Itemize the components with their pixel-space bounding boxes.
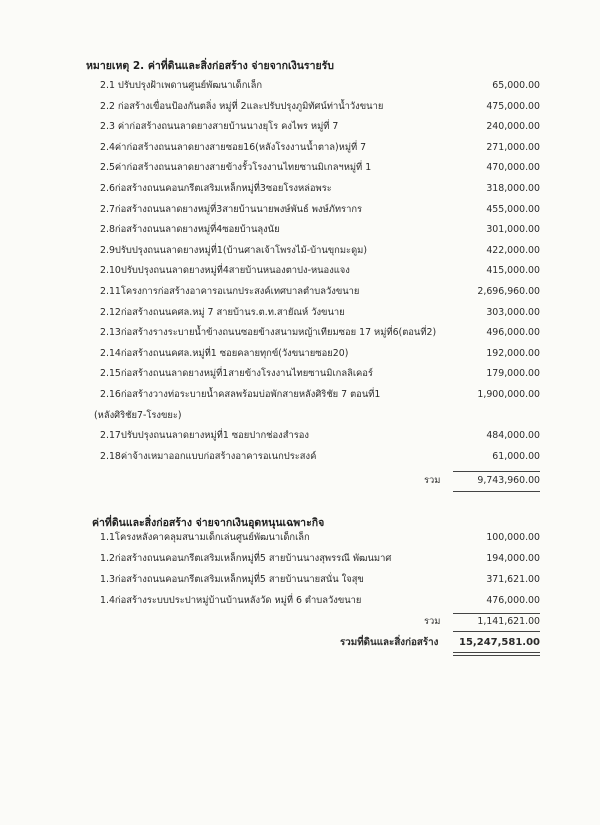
section1-item-row	[0, 140, 600, 156]
section1-item-amount: 455,000.00	[486, 203, 540, 215]
grand-total-underline-2	[453, 655, 540, 656]
section1-item-row	[0, 366, 600, 382]
section1-item-label: 2.3 ค่าก่อสร้างถนนลาดยางสายบ้านนางยุโร คงไพร หมู่ที่ 7	[100, 121, 339, 133]
section1-item-label: 2.14ก่อสร้างถนนคศล.หมู่ที่1 ซอยคลายทุกข์(วังขนายซอย20)	[100, 347, 349, 359]
section1-item-label: (หลังศิริชัย7-โรงขยะ)	[94, 409, 182, 421]
section1-item-amount: 475,000.00	[486, 100, 540, 112]
section1-total-rule	[453, 471, 540, 472]
section1-item-amount: 2,696,960.00	[477, 286, 540, 297]
grand-total-label: รวมที่ดินและสิ่งก่อสร้าง	[340, 637, 439, 648]
section1-item-row	[0, 160, 600, 176]
section1-item-amount: 1,900,000.00	[477, 389, 540, 400]
section2-total-underline	[453, 631, 540, 632]
section1-item-label: 2.17ปรับปรุงถนนลาดยางหมู่ที่1 ซอยปากช่องสำรอง	[100, 430, 309, 442]
section1-item-amount: 484,000.00	[486, 430, 540, 442]
section2-item-row	[0, 551, 600, 567]
section2-total-row	[0, 614, 600, 630]
section1-item-label: 2.18ค่าจ้างเหมาออกแบบก่อสร้างอาคารอเนกประสงค์	[100, 450, 317, 462]
section1-item-row	[0, 387, 600, 403]
section1-item-label: 2.16ก่อสร้างวางท่อระบายน้ำคสลพร้อมบ่อพักสายหลังศิริชัย 7 ตอนที่1	[100, 389, 381, 400]
section1-item-row	[0, 325, 600, 341]
section1-item-row	[0, 263, 600, 279]
section2-item-label: 1.4ก่อสร้างระบบประปาหมู่บ้านบ้านหลังวัด หมู่ที่ 6 ตำบลวังขนาย	[100, 595, 362, 606]
grand-total-underline-1	[453, 652, 540, 653]
section2-item-amount: 194,000.00	[486, 553, 540, 564]
section1-item-label: 2.11โครงการก่อสร้างอาคารอเนกประสงค์เทศบาลตำบลวังขนาย	[100, 286, 360, 297]
section1-item-row	[0, 243, 600, 259]
section1-item-amount: 271,000.00	[486, 141, 540, 153]
section1-item-label: 2.12ก่อสร้างถนนคศล.หมู่ 7 สายบ้านร.ต.ท.สายัณห์ วังขนาย	[100, 306, 345, 318]
section2-item-label: 1.2ก่อสร้างถนนคอนกรีตเสริมเหล็กหมู่ที่5 สายบ้านนางสุพรรณี พัฒนมาศ	[100, 553, 392, 564]
section1-item-label: 2.15ก่อสร้างถนนลาดยางหมู่ที่1สายข้างโรงงานไทยซานมิเกลลิเคอร์	[100, 368, 373, 380]
section2-item-row	[0, 572, 600, 588]
section1-item-amount: 179,000.00	[486, 368, 540, 380]
section2-item-amount: 100,000.00	[486, 532, 540, 543]
section1-item-label: 2.8ก่อสร้างถนนลาดยางหมู่ที่4ซอยบ้านลุงนัย	[100, 224, 280, 236]
section1-item-label: 2.10ปรับปรุงถนนลาดยางหมู่ที่4สายบ้านหนองตาปง-หนองแจง	[100, 265, 350, 277]
section1-item-amount: 301,000.00	[486, 224, 540, 236]
section2-total-amount: 1,141,621.00	[477, 616, 540, 627]
section1-item-row	[0, 284, 600, 300]
section2-item-label: 1.1โครงหลังคาคลุมสนามเด็กเล่นศูนย์พัฒนาเด็กเล็ก	[100, 532, 310, 543]
section1-item-label: 2.7ก่อสร้างถนนลาดยางหมู่ที่3สายบ้านนายพงษ์พันธ์ พงษ์ภัทรากร	[100, 203, 363, 215]
section2-item-row	[0, 593, 600, 609]
section1-item-amount: 61,000.00	[492, 450, 540, 462]
section1-total-label: รวม	[424, 475, 441, 486]
section1-item-label: 2.13ก่อสร้างรางระบายน้ำข้างถนนซอยข้างสนามหญ้าเทียมซอย 17 หมู่ที่6(ตอนที่2)	[100, 327, 437, 339]
section1-item-row	[0, 449, 600, 465]
section1-item-label: 2.1 ปรับปรุงฝ้าเพดานศูนย์พัฒนาเด็กเล็ก	[100, 80, 263, 91]
section1-item-label: 2.4ค่าก่อสร้างถนนลาดยางสายซอย16(หลังโรงงานน้ำตาล)หมู่ที่ 7	[100, 141, 367, 153]
section1-item-amount: 318,000.00	[486, 183, 540, 194]
section1-item-amount: 470,000.00	[486, 162, 540, 174]
section1-total-row	[0, 473, 600, 489]
section1-item-amount: 192,000.00	[486, 347, 540, 359]
section1-item-row	[0, 222, 600, 238]
section1-item-row	[0, 181, 600, 197]
section1-item-row	[0, 99, 600, 115]
section1-item-row	[0, 346, 600, 362]
section1-item-row	[0, 78, 600, 94]
section1-item-row	[0, 428, 600, 444]
section1-item-row	[0, 119, 600, 135]
section1-item-label: 2.5ค่าก่อสร้างถนนลาดยางสายข้างรั้วโรงงานไทยซานมิเกลฯหมู่ที่ 1	[100, 162, 372, 174]
section1-item-label: 2.6ก่อสร้างถนนคอนกรีตเสริมเหล็กหมู่ที่3ซอยโรงหล่อพระ	[100, 183, 332, 194]
section1-item-amount: 422,000.00	[486, 244, 540, 256]
section1-item-label: 2.9ปรับปรุงถนนลาดยางหมู่ที่1(บ้านศาลเจ้าโพรงไม้-บ้านขุกมะดูม)	[100, 244, 367, 256]
section1-item-amount: 496,000.00	[486, 327, 540, 339]
section2-heading: ค่าที่ดินและสิ่งก่อสร้าง จ่ายจากเงินอุดหนุนเฉพาะกิจ	[92, 517, 325, 529]
section2-item-amount: 476,000.00	[486, 595, 540, 606]
section1-item-row	[0, 202, 600, 218]
section2-item-label: 1.3ก่อสร้างถนนคอนกรีตเสริมเหล็กหมู่ที่5 สายบ้านนายสนั่น ใจสุข	[100, 574, 364, 585]
section1-item-amount: 240,000.00	[486, 121, 540, 133]
section1-heading: หมายเหตุ 2. ค่าที่ดินและสิ่งก่อสร้าง จ่ายจากเงินรายรับ	[86, 60, 334, 72]
section1-item-label: 2.2 ก่อสร้างเขื่อนป้องกันตลิ่ง หมู่ที่ 2และปรับปรุงภูมิทัศน์ท่าน้ำวังขนาย	[100, 100, 384, 112]
section1-item-amount: 303,000.00	[486, 306, 540, 318]
section1-item-row	[0, 305, 600, 321]
section2-total-label: รวม	[424, 616, 441, 627]
section1-item-row	[0, 408, 600, 424]
grand-total-row	[0, 635, 600, 651]
section1-item-amount: 415,000.00	[486, 265, 540, 277]
section2-item-amount: 371,621.00	[486, 574, 540, 585]
section2-item-row	[0, 530, 600, 546]
section1-item-amount: 65,000.00	[492, 80, 540, 91]
section1-total-underline	[453, 491, 540, 492]
grand-total-amount: 15,247,581.00	[459, 637, 540, 648]
section1-total-amount: 9,743,960.00	[477, 475, 540, 486]
